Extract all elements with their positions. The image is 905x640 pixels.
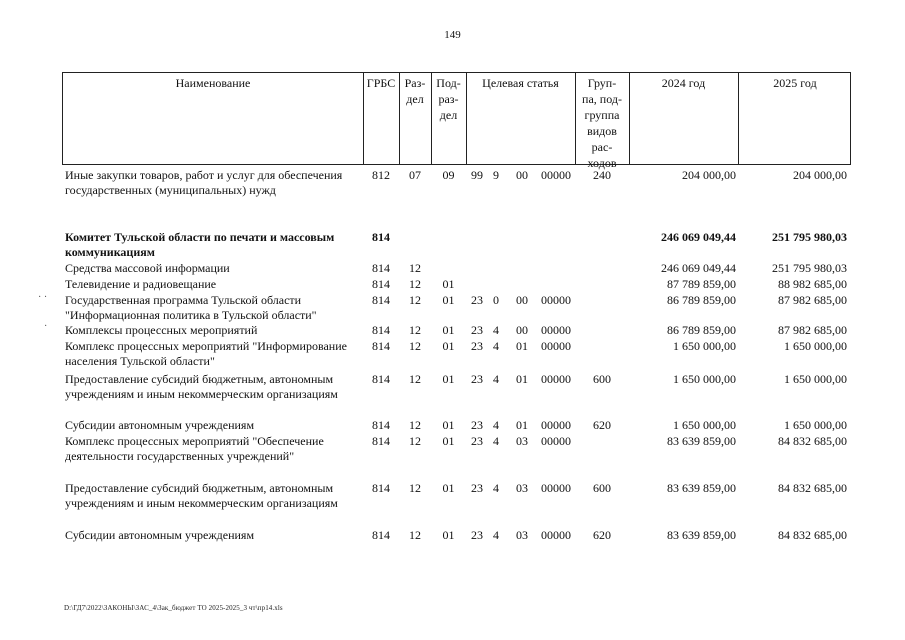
- row-target-1: 99: [471, 168, 483, 182]
- row-target-1: 23: [471, 481, 483, 495]
- row-target-1: 23: [471, 418, 483, 432]
- row-name: Средства массовой информации: [65, 261, 230, 275]
- row-podrazdel: 01: [442, 339, 455, 353]
- row-value-2025: 1 650 000,00: [784, 418, 847, 432]
- row-value-2024: 83 639 859,00: [667, 434, 736, 448]
- row-target-2: 4: [493, 418, 499, 432]
- row-target-3: 03: [516, 481, 528, 495]
- row-name: Комплекс процессных мероприятий "Информирование населения Тульской области": [65, 339, 347, 368]
- row-razdel: 12: [409, 323, 421, 337]
- row-expense-group: 600: [593, 372, 611, 386]
- row-grbs: 814: [372, 230, 390, 244]
- row-target-3: 01: [516, 339, 528, 353]
- row-name: Предоставление субсидий бюджетным, автономным учреждениям и иным некоммерческим организациям: [65, 481, 338, 510]
- row-target-2: 9: [493, 168, 499, 182]
- row-target-3: 01: [516, 418, 528, 432]
- row-grbs: 814: [372, 418, 390, 432]
- row-grbs: 814: [372, 339, 390, 353]
- row-podrazdel: 01: [442, 481, 455, 495]
- row-name: Телевидение и радиовещание: [65, 277, 217, 291]
- row-target-4: 00000: [541, 434, 571, 448]
- row-target-2: 4: [493, 481, 499, 495]
- row-podrazdel: 01: [442, 372, 455, 386]
- row-grbs: 814: [372, 261, 390, 275]
- row-podrazdel: 01: [442, 323, 455, 337]
- row-target-4: 00000: [541, 528, 571, 542]
- row-target-4: 00000: [541, 293, 571, 307]
- row-razdel: 12: [409, 339, 421, 353]
- scan-dust-mark: · ·: [38, 292, 48, 303]
- row-podrazdel: 01: [442, 293, 455, 307]
- row-podrazdel: 01: [442, 418, 455, 432]
- row-value-2025: 87 982 685,00: [778, 323, 847, 337]
- row-name: Субсидии автономным учреждениям: [65, 528, 255, 542]
- row-target-4: 00000: [541, 339, 571, 353]
- row-value-2025: 88 982 685,00: [778, 277, 847, 291]
- row-grbs: 814: [372, 481, 390, 495]
- row-target-3: 03: [516, 528, 528, 542]
- row-target-4: 00000: [541, 418, 571, 432]
- row-value-2025: 251 795 980,03: [772, 230, 847, 244]
- row-expense-group: 240: [593, 168, 611, 182]
- row-target-1: 23: [471, 323, 483, 337]
- row-target-1: 23: [471, 434, 483, 448]
- row-name: Государственная программа Тульской области "Информационная политика в Тульской области": [65, 293, 317, 322]
- row-value-2025: 87 982 685,00: [778, 293, 847, 307]
- row-target-3: 03: [516, 434, 528, 448]
- row-value-2024: 83 639 859,00: [667, 528, 736, 542]
- row-value-2025: 1 650 000,00: [784, 372, 847, 386]
- row-value-2024: 86 789 859,00: [667, 293, 736, 307]
- row-razdel: 12: [409, 434, 421, 448]
- header-expense-group: Груп- па, под- группа видов рас- ходов: [582, 76, 622, 170]
- table-header: [62, 72, 851, 170]
- header-name: Наименование: [175, 76, 251, 90]
- row-podrazdel: 01: [442, 528, 455, 542]
- row-name: Субсидии автономным учреждениям: [65, 418, 255, 432]
- header-year-2025: 2025 год: [773, 76, 817, 90]
- row-grbs: 814: [372, 528, 390, 542]
- page-number: 149: [444, 29, 461, 41]
- row-value-2024: 1 650 000,00: [673, 339, 736, 353]
- row-razdel: 12: [409, 528, 421, 542]
- header-target-article: Целевая статья: [482, 76, 559, 90]
- row-expense-group: 600: [593, 481, 611, 495]
- row-target-4: 00000: [541, 372, 571, 386]
- row-value-2025: 84 832 685,00: [778, 528, 847, 542]
- row-value-2024: 1 650 000,00: [673, 372, 736, 386]
- row-value-2025: 1 650 000,00: [784, 339, 847, 353]
- row-target-1: 23: [471, 528, 483, 542]
- row-razdel: 12: [409, 261, 421, 275]
- row-razdel: 12: [409, 293, 421, 307]
- row-value-2024: 86 789 859,00: [667, 323, 736, 337]
- row-value-2025: 204 000,00: [793, 168, 847, 182]
- row-target-3: 00: [516, 293, 528, 307]
- row-target-3: 00: [516, 323, 528, 337]
- row-target-2: 4: [493, 528, 499, 542]
- header-grbs: ГРБС: [366, 76, 396, 90]
- row-value-2025: 84 832 685,00: [778, 481, 847, 495]
- header-year-2024: 2024 год: [661, 76, 706, 90]
- row-name: Комплексы процессных мероприятий: [65, 323, 258, 337]
- row-expense-group: 620: [593, 528, 611, 542]
- row-value-2025: 251 795 980,03: [772, 261, 847, 275]
- row-expense-group: 620: [593, 418, 611, 432]
- row-grbs: 814: [372, 277, 390, 291]
- scan-dust-mark: ·: [44, 321, 48, 332]
- row-grbs: 814: [372, 323, 390, 337]
- header-podrazdel: Под- раз- дел: [436, 76, 461, 122]
- row-target-2: 4: [493, 339, 499, 353]
- row-value-2024: 83 639 859,00: [667, 481, 736, 495]
- row-name: Комитет Тульской области по печати и массовым коммуникациям: [65, 230, 335, 259]
- row-razdel: 12: [409, 481, 421, 495]
- row-grbs: 812: [372, 168, 390, 182]
- row-name: Иные закупки товаров, работ и услуг для обеспечения государственных (муниципальных) нужд: [65, 168, 343, 197]
- row-target-3: 00: [516, 168, 528, 182]
- row-grbs: 814: [372, 434, 390, 448]
- row-podrazdel: 09: [442, 168, 455, 182]
- row-target-2: 0: [493, 293, 499, 307]
- row-razdel: 12: [409, 418, 421, 432]
- row-target-3: 01: [516, 372, 528, 386]
- header-razdel: Раз- дел: [404, 76, 426, 106]
- row-target-1: 23: [471, 372, 483, 386]
- row-razdel: 07: [409, 168, 421, 182]
- row-target-4: 00000: [541, 481, 571, 495]
- row-value-2024: 204 000,00: [682, 168, 736, 182]
- row-name: Комплекс процессных мероприятий "Обеспечение деятельности государственных учреждений": [65, 434, 324, 463]
- file-path-footer: D:\ГД7\2022\ЗАКОНЫ\ЗАС_4\Зак_бюджет ТО 2025-2025_3 чт\пр14.xls: [64, 604, 283, 612]
- row-target-4: 00000: [541, 168, 571, 182]
- row-razdel: 12: [409, 372, 421, 386]
- row-podrazdel: 01: [442, 277, 455, 291]
- row-value-2024: 246 069 049,44: [661, 230, 736, 244]
- row-target-4: 00000: [541, 323, 571, 337]
- row-value-2024: 1 650 000,00: [673, 418, 736, 432]
- row-value-2025: 84 832 685,00: [778, 434, 847, 448]
- row-target-2: 4: [493, 323, 499, 337]
- row-target-1: 23: [471, 293, 483, 307]
- row-target-2: 4: [493, 372, 499, 386]
- row-value-2024: 246 069 049,44: [661, 261, 736, 275]
- row-razdel: 12: [409, 277, 421, 291]
- row-grbs: 814: [372, 293, 390, 307]
- row-value-2024: 87 789 859,00: [667, 277, 736, 291]
- row-target-2: 4: [493, 434, 499, 448]
- row-target-1: 23: [471, 339, 483, 353]
- row-grbs: 814: [372, 372, 390, 386]
- row-name: Предоставление субсидий бюджетным, автономным учреждениям и иным некоммерческим организациям: [65, 372, 338, 401]
- row-podrazdel: 01: [442, 434, 455, 448]
